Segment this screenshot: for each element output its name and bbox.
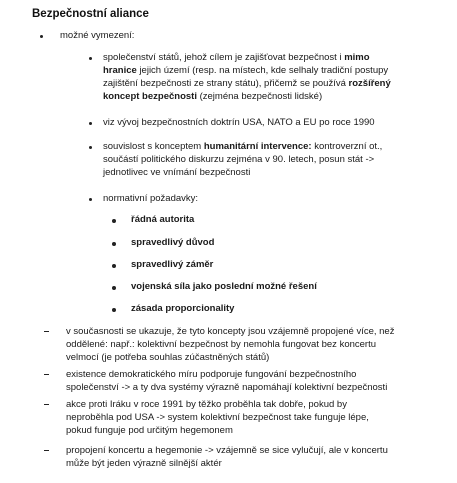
- item1-text-1: společenství států, jehož cílem je zajišťovat bezpečnost i: [103, 52, 345, 63]
- item1-bold-3: rozšířený: [348, 78, 391, 89]
- requirement-item: vojenská síla jako poslední možné řešení: [131, 281, 317, 292]
- bullet-icon: [89, 146, 92, 149]
- item1-text-2: jejich území (resp. na místech, kde selhaly tradiční postupy: [136, 65, 389, 76]
- dash-icon: [44, 374, 49, 375]
- dash-item-line: může být jeden výrazně silnější aktér: [66, 458, 222, 469]
- item1-line4: [103, 90, 322, 103]
- dash-icon: [44, 331, 49, 332]
- dash-icon: [44, 404, 49, 405]
- bullet-icon: [112, 264, 116, 268]
- dash-item-line: společenství -> a ty dva systémy výrazně napomáhají kolektivní bezpečnosti: [66, 382, 388, 393]
- dash-item-line: oddělené: např.: kolektivní bezpečnost by nemohla fungovat bez koncertu: [66, 339, 377, 350]
- item1-line1: [103, 51, 370, 64]
- item1-line3: [103, 77, 391, 90]
- item1-text-4: (zejména bezpečnosti lidské): [196, 91, 323, 102]
- level1-label: možné vymezení:: [60, 30, 135, 41]
- item1-bold-2: hranice: [103, 65, 137, 76]
- bullet-icon: [112, 219, 116, 223]
- bullet-icon: [112, 308, 116, 312]
- item1-bold-1: mimo: [344, 52, 370, 63]
- requirement-item: spravedlivý záměr: [131, 259, 214, 270]
- item3-line1: [103, 140, 382, 153]
- dash-item-line: velmocí (je potřeba souhlas zúčastněných států): [66, 352, 270, 363]
- item3-text-1b: kontroverzní ot.,: [311, 141, 383, 152]
- item3-text-1: souvislost s konceptem: [103, 141, 204, 152]
- document-title: Bezpečnostní aliance: [32, 8, 149, 20]
- dash-item-line: pokud funguje pod určitým hegemonem: [66, 425, 233, 436]
- bullet-icon: [89, 198, 92, 201]
- bullet-icon: [89, 57, 92, 60]
- bullet-icon: [112, 242, 116, 246]
- item3-line3: jednotlivec ve vnímání bezpečnosti: [103, 167, 251, 178]
- bullet-icon: [40, 35, 43, 38]
- dash-item-line: propojení koncertu a hegemonie -> vzájemně se sice vylučují, ale v koncertu: [66, 445, 388, 456]
- requirement-item: řádná autorita: [131, 214, 195, 225]
- requirement-item: spravedlivý důvod: [131, 237, 215, 248]
- requirement-item: zásada proporcionality: [131, 303, 235, 314]
- dash-item-line: v současnosti se ukazuje, že tyto koncepty jsou vzájemně propojené více, než: [66, 326, 395, 337]
- item3-line2: součástí politického diskurzu zejména v 90. letech, posun stát ->: [103, 154, 375, 165]
- dash-icon: [44, 450, 49, 451]
- item4-line: normativní požadavky:: [103, 193, 199, 204]
- item1-text-3: zajištění bezpečnosti ze strany státu), přičemž se používá: [103, 78, 349, 89]
- item1-line2: [103, 64, 388, 77]
- dash-item-line: existence demokratického míru podporuje fungování bezpečnostního: [66, 369, 357, 380]
- item3-bold-1: humanitární intervence:: [203, 141, 312, 152]
- bullet-icon: [112, 286, 116, 290]
- item2-line: viz vývoj bezpečnostních doktrín USA, NATO a EU po roce 1990: [103, 117, 375, 128]
- bullet-icon: [89, 122, 92, 125]
- item1-bold-4: koncept bezpečnosti: [103, 91, 197, 102]
- dash-item-line: neproběhla pod USA -> system kolektivní bezpečnost take funguje lépe,: [66, 412, 369, 423]
- dash-item-line: akce proti Iráku v roce 1991 by těžko proběhla tak dobře, pokud by: [66, 399, 347, 410]
